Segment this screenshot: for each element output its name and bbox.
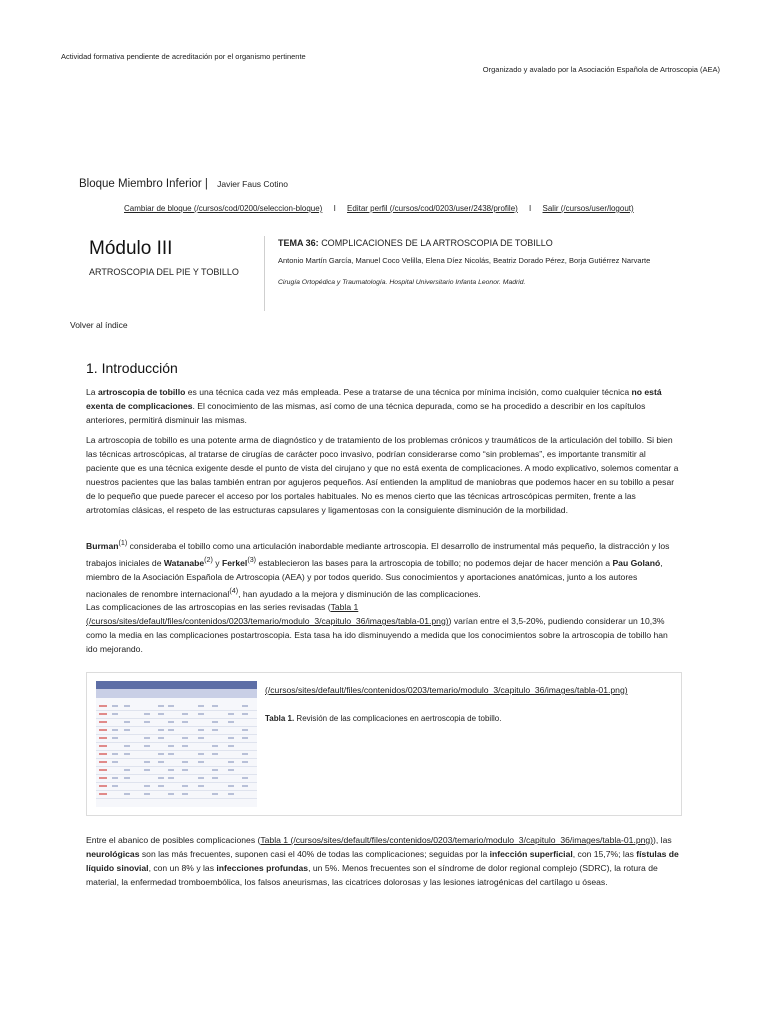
thumbnail-cell (228, 713, 234, 715)
thumbnail-cell (182, 713, 188, 715)
paragraph-1 (86, 385, 680, 427)
thumbnail-cell (144, 737, 150, 739)
thumbnail-cell (124, 777, 130, 779)
thumbnail-cell (168, 769, 174, 771)
thumbnail-cell (144, 785, 150, 787)
thumbnail-cell (168, 745, 174, 747)
p3-ref2: (2) (204, 555, 213, 564)
table-1-thumbnail[interactable] (96, 681, 257, 807)
thumbnail-cell (242, 785, 248, 787)
p5-neurologicas: neurológicas (86, 849, 140, 859)
p5-text-a: Entre el abanico de posibles complicaciones ( (86, 835, 261, 845)
p5-text-e: , con un 8% y las (148, 863, 217, 873)
thumbnail-cell (144, 713, 150, 715)
p1-text-a: La (86, 387, 98, 397)
thumbnail-cell (112, 753, 118, 755)
p5-text-b: ), las (653, 835, 672, 845)
p3-text-5: , han ayudado a la mejora y disminución de las complicaciones. (238, 588, 481, 599)
thumbnail-cell (158, 785, 164, 787)
thumbnail-cell (168, 729, 174, 731)
caption-text: Revisión de las complicaciones en aertroscopia de tobillo. (294, 714, 502, 723)
thumbnail-cell (112, 705, 118, 707)
p5-infecciones-profundas: infecciones profundas (216, 863, 309, 873)
tema-label: TEMA 36: (278, 238, 319, 248)
thumbnail-row (96, 782, 257, 783)
thumbnail-cell (168, 753, 174, 755)
user-nav (124, 204, 634, 213)
thumbnail-cell (198, 705, 204, 707)
thumbnail-cell (99, 729, 107, 731)
thumbnail-cell (242, 761, 248, 763)
paragraph-5 (86, 833, 680, 889)
thumbnail-cell (242, 713, 248, 715)
thumbnail-cell (168, 705, 174, 707)
course-title-text: Bloque Miembro Inferior | (79, 178, 208, 190)
tema-heading (278, 238, 668, 248)
thumbnail-cell (198, 737, 204, 739)
thumbnail-cell (99, 769, 107, 771)
thumbnail-cell (212, 705, 218, 707)
thumbnail-cell (242, 753, 248, 755)
thumbnail-cell (158, 705, 164, 707)
thumbnail-cell (182, 745, 188, 747)
thumbnail-row (96, 710, 257, 711)
thumbnail-cell (198, 785, 204, 787)
thumbnail-cell (124, 793, 130, 795)
p5-text-f: , un 5%. Menos frecuentes son el síndrome de dolor regional complejo (SDRC), la rotura de material, la enfermedad tromboembólica, los falsos aneurismas, las cicatrices dolorosas y las lesiones iatrogénicas del cartílago u óseas. (86, 863, 658, 887)
thumbnail-row (96, 798, 257, 799)
p3-text-4: , miembro de la Asociación Española de Artroscopia (AEA) y por todos querido. Sus conocimientos y aportaciones anatómicas, junto a los autores nacionales de renombre internacional (86, 557, 663, 599)
p1-text-e: . El conocimiento de las mismas, así como de una técnica depurada, como se ha procedido a describir en los capítulos anteriores, permitirá disminuir las mismas. (86, 401, 646, 425)
tema-title: COMPLICACIONES DE LA ARTROSCOPIA DE TOBILLO (321, 238, 553, 248)
thumbnail-cell (99, 721, 107, 723)
thumbnail-cell (228, 745, 234, 747)
thumbnail-cell (182, 737, 188, 739)
thumbnail-cell (212, 753, 218, 755)
thumbnail-cell (158, 761, 164, 763)
thumbnail-cell (168, 793, 174, 795)
thumbnail-cell (144, 761, 150, 763)
thumbnail-cell (112, 785, 118, 787)
thumbnail-cell (99, 713, 107, 715)
thumbnail-cell (182, 761, 188, 763)
course-author: Javier Faus Cotino (217, 179, 288, 189)
thumbnail-cell (212, 793, 218, 795)
edit-profile-link[interactable]: Editar perfil (/cursos/cod/0203/user/2438/profile) (347, 204, 518, 213)
p3-text-2: y (212, 557, 222, 568)
thumbnail-cell (242, 729, 248, 731)
thumbnail-cell (198, 713, 204, 715)
thumbnail-cell (124, 705, 130, 707)
p4-text-b: ) varían entre el 3,5-20%, pudiendo considerar un 10,3% como la media en las complicaciones postartroscopia. Esta tasa ha ido disminuyendo a medida que los conocimientos sobre la artroscopia de tobillo han ido mejorando. (86, 616, 668, 654)
p3-ref1: (1) (118, 539, 128, 547)
thumbnail-cell (228, 785, 234, 787)
thumbnail-cell (158, 777, 164, 779)
thumbnail-cell (112, 737, 118, 739)
course-title (79, 178, 288, 190)
thumbnail-cell (182, 785, 188, 787)
thumbnail-cell (99, 737, 107, 739)
thumbnail-cell (124, 753, 130, 755)
thumbnail-row (96, 790, 257, 791)
table-1-figure (86, 672, 682, 816)
thumbnail-header-bar (96, 681, 257, 689)
p5-fistulas: fístulas de líquido sinovial (86, 849, 679, 873)
p1-bold-artroscopia: artroscopia de tobillo (97, 387, 186, 397)
table-1-image-link[interactable]: (/cursos/sites/default/files/contenidos/0203/temario/modulo_3/capitulo_36/images/tabla-01.png) (265, 685, 628, 695)
paragraph-3 (86, 536, 680, 601)
p4-text-a: Las complicaciones de las artroscopias en las series revisadas ( (86, 602, 331, 612)
p5-infeccion-superficial: infección superficial (489, 849, 573, 859)
thumbnail-row (96, 726, 257, 727)
table-1-caption (265, 714, 675, 723)
thumbnail-cell (124, 729, 130, 731)
thumbnail-row (96, 750, 257, 751)
thumbnail-cell (242, 737, 248, 739)
thumbnail-row (96, 758, 257, 759)
thumbnail-column-bar (96, 689, 257, 698)
thumbnail-cell (198, 761, 204, 763)
p3-ref3: (3) (247, 555, 257, 564)
change-block-link[interactable]: Cambiar de bloque (/cursos/cod/0200/seleccion-bloque) (124, 204, 323, 213)
thumbnail-cell (112, 777, 118, 779)
p5-text-d: , con 15,7%; las (572, 849, 637, 859)
back-to-index-link[interactable]: Volver al índice (70, 320, 128, 330)
caption-label: Tabla 1. (265, 714, 295, 723)
paragraph-2: La artroscopia de tobillo es una potente arma de diagnóstico y de tratamiento de los problemas crónicos y traumáticos de la articulación del tobillo. Si bien las técnicas artroscópicas, al tratarse de cirugías de carácter poco invasivo, podrían considerarse como “sin problemas”, es importante transmitir al paciente que es una técnica exigente desde el punto de vista del cirujano y que no está exenta de complicaciones. A modo explicativo, solemos comentar a nuestros pacientes que las balas también entran por agujeros pequeños. Así entienden la amplitud de maniobras que podemos hacer en su tobillo a pesar de lo pequeño que puede parecer el acceso por los portales habituales. No es menos cierto que las técnicas artroscópicas permiten, frente a las artrotomías clásicas, el respeto de las estructuras capsulares y ligamentosas con la consiguiente disminución de la morbilidad. (86, 435, 679, 515)
thumbnail-cell (182, 793, 188, 795)
thumbnail-cell (198, 753, 204, 755)
header-divider (264, 236, 265, 311)
thumbnail-cell (212, 729, 218, 731)
thumbnail-cell (212, 769, 218, 771)
thumbnail-cell (228, 769, 234, 771)
thumbnail-cell (124, 721, 130, 723)
p3-burman: Burman (86, 540, 119, 551)
logout-link[interactable]: Salir (/cursos/user/logout) (542, 204, 634, 213)
thumbnail-cell (124, 769, 130, 771)
thumbnail-cell (112, 729, 118, 731)
p1-text-c: es una técnica cada vez más empleada. Pese a tratarse de una técnica por mínima incisión, como cualquier técnica (185, 387, 632, 397)
thumbnail-row (96, 734, 257, 735)
thumbnail-cell (158, 737, 164, 739)
thumbnail-cell (182, 769, 188, 771)
thumbnail-cell (168, 721, 174, 723)
thumbnail-row (96, 766, 257, 767)
thumbnail-cell (112, 761, 118, 763)
thumbnail-cell (182, 721, 188, 723)
p3-text-3: establecieron las bases para la artroscopia de tobillo; no podemos dejar de hacer mención a (256, 557, 613, 568)
thumbnail-cell (158, 729, 164, 731)
thumbnail-cell (212, 777, 218, 779)
p3-text-1: consideraba el tobillo como una articulación inabordable mediante artroscopia. El desarrollo de instrumental más pequeño, la distracción y los trabajos iniciales de (86, 540, 670, 568)
p3-pau-golano: Pau Golanó (612, 557, 661, 568)
nav-separator: I (333, 204, 336, 213)
thumbnail-cell (99, 705, 107, 707)
thumbnail-cell (144, 745, 150, 747)
table-1-link[interactable]: Tabla 1 (/cursos/sites/default/files/contenidos/0203/temario/modulo_3/capitulo_36/images/tabla-01.png) (86, 602, 449, 626)
module-title: Módulo III (89, 238, 173, 259)
table-1-link-2[interactable]: Tabla 1 (/cursos/sites/default/files/contenidos/0203/temario/modulo_3/capitulo_36/images/tabla-01.png) (260, 835, 654, 845)
thumbnail-cell (228, 721, 234, 723)
thumbnail-cell (99, 761, 107, 763)
p3-ref4: (4) (229, 586, 239, 595)
thumbnail-cell (242, 705, 248, 707)
organizer-notice: Organizado y avalado por la Asociación Española de Artroscopia (AEA) (482, 65, 720, 74)
thumbnail-cell (228, 761, 234, 763)
thumbnail-row (96, 718, 257, 719)
thumbnail-cell (144, 793, 150, 795)
p3-ferkel: Ferkel (221, 557, 248, 568)
module-subtitle: ARTROSCOPIA DEL PIE Y TOBILLO (89, 267, 239, 277)
thumbnail-cell (99, 753, 107, 755)
thumbnail-cell (228, 793, 234, 795)
thumbnail-cell (144, 721, 150, 723)
accreditation-notice: Actividad formativa pendiente de acreditación por el organismo pertinente (61, 52, 306, 61)
p5-text-c: son las más frecuentes, suponen casi el 40% de todas las complicaciones; seguidas por la (139, 849, 490, 859)
thumbnail-cell (198, 777, 204, 779)
p1-bold-no-exenta: no está exenta de complicaciones (86, 387, 662, 411)
thumbnail-cell (112, 713, 118, 715)
thumbnail-row (96, 742, 257, 743)
thumbnail-cell (99, 745, 107, 747)
thumbnail-cell (242, 777, 248, 779)
thumbnail-cell (158, 713, 164, 715)
thumbnail-cell (212, 721, 218, 723)
paragraph-4 (86, 600, 680, 656)
section-title: 1. Introducción (86, 360, 178, 376)
thumbnail-cell (99, 785, 107, 787)
thumbnail-cell (99, 777, 107, 779)
nav-separator: I (529, 204, 532, 213)
thumbnail-cell (144, 769, 150, 771)
thumbnail-cell (212, 745, 218, 747)
thumbnail-row (96, 774, 257, 775)
thumbnail-cell (124, 745, 130, 747)
thumbnail-cell (99, 793, 107, 795)
p3-watanabe: Watanabe (163, 557, 205, 568)
thumbnail-cell (158, 753, 164, 755)
tema-affiliation: Cirugía Ortopédica y Traumatología. Hospital Universitario Infanta Leonor. Madrid. (278, 279, 526, 286)
thumbnail-cell (228, 737, 234, 739)
tema-authors: Antonio Martín García, Manuel Coco Velilla, Elena Díez Nicolás, Beatriz Dorado Pérez, Borja Gutiérrez Narvarte (278, 256, 651, 265)
thumbnail-cell (168, 777, 174, 779)
thumbnail-cell (198, 729, 204, 731)
